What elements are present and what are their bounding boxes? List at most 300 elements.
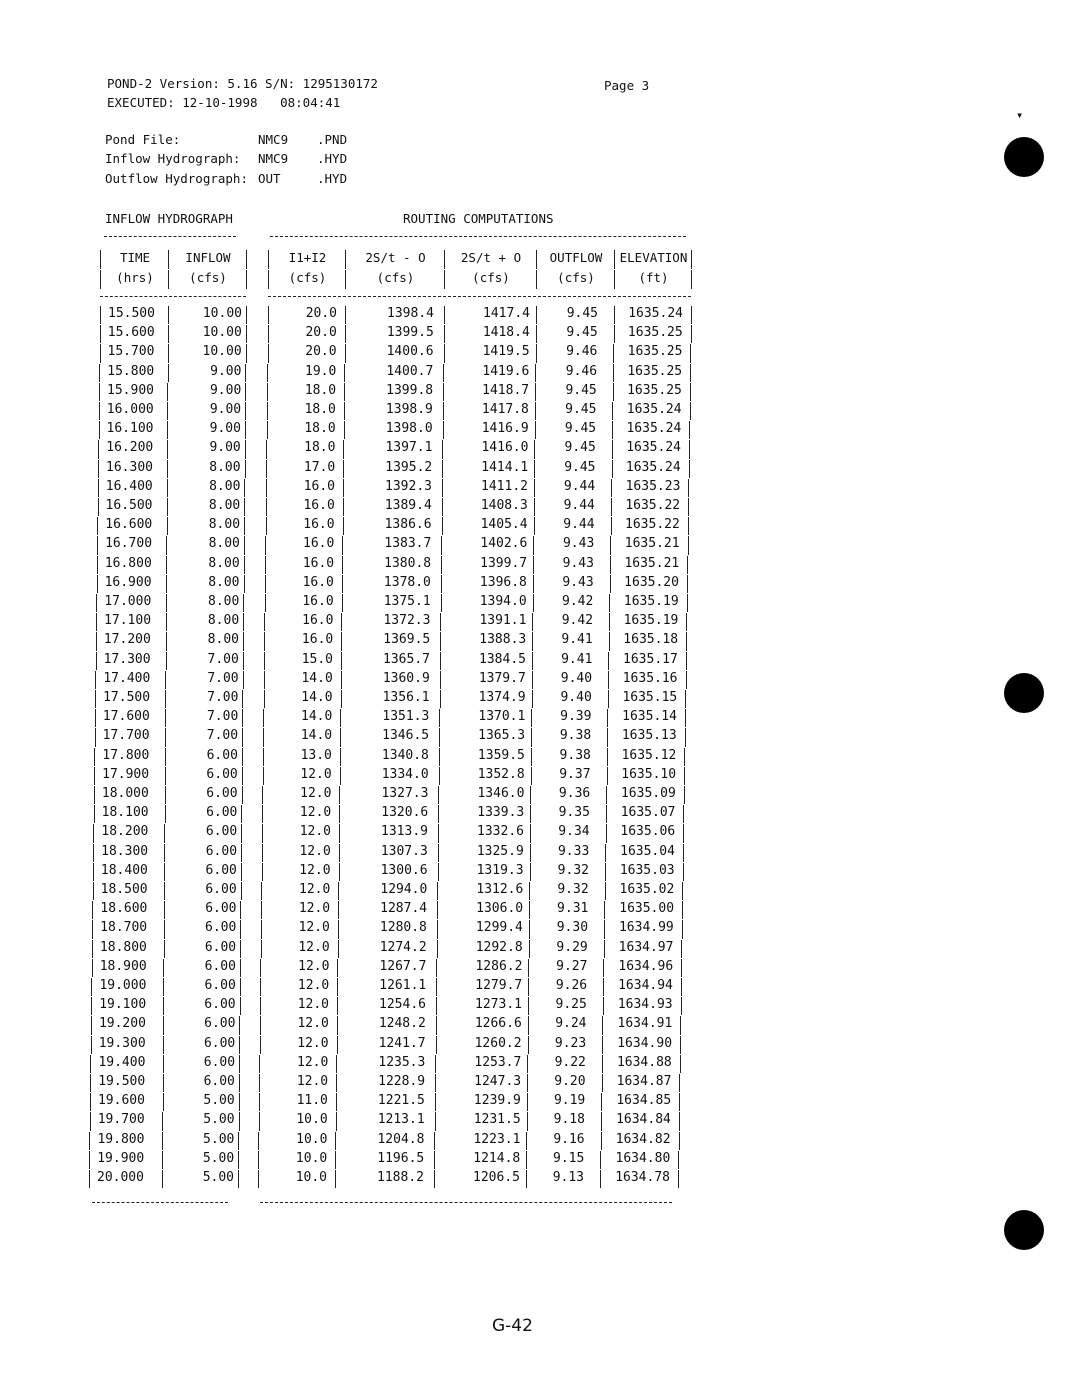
- column-divider-i1i2-right: [345, 270, 346, 289]
- column-divider-outflow-right: [614, 306, 615, 324]
- cell-i1-plus-i2: 18.0: [304, 402, 336, 417]
- column-divider-routing-left: [262, 805, 263, 823]
- cell-elevation: 1634.80: [615, 1150, 671, 1166]
- file-label-inflow: Inflow Hydrograph:: [105, 151, 241, 166]
- column-divider-left-outer: [94, 767, 95, 785]
- cell-elevation: 1635.24: [625, 459, 681, 475]
- column-divider-inflow-right: [245, 383, 246, 401]
- column-divider-inflow-right: [245, 364, 246, 382]
- col-header-outflow-unit: (cfs): [557, 270, 595, 285]
- cell-outflow: 9.42: [561, 613, 594, 629]
- cell-outflow: 9.45: [566, 325, 598, 341]
- cell-2s-minus-o: 1287.4: [380, 901, 428, 917]
- cell-i1-plus-i2: 12.0: [299, 862, 331, 878]
- column-divider-time-inflow: [164, 882, 165, 900]
- cell-elevation: 1635.21: [624, 536, 680, 552]
- cell-time: 15.600: [107, 325, 155, 341]
- cell-outflow: 9.31: [557, 901, 589, 917]
- cell-elevation: 1635.10: [621, 766, 677, 782]
- column-divider-left-outer: [97, 517, 98, 535]
- column-divider-i1i2-right: [342, 594, 343, 612]
- column-divider-outflow-right: [611, 517, 612, 535]
- column-divider-2s-plus-right: [532, 652, 533, 670]
- column-divider-time-inflow: [165, 671, 166, 689]
- column-divider-2s-plus-right: [530, 844, 531, 862]
- cell-2s-plus-o: 1419.6: [482, 363, 530, 379]
- column-divider-routing-left: [267, 364, 268, 382]
- column-divider-2s-minus-right: [443, 383, 444, 401]
- column-divider-outflow-right: [604, 940, 605, 958]
- column-divider-time-inflow: [168, 325, 169, 343]
- column-divider-routing-left: [264, 671, 265, 689]
- cell-inflow: 6.00: [205, 824, 238, 840]
- column-divider-outflow-right: [612, 402, 613, 420]
- column-divider-elevation-right: [686, 671, 687, 689]
- column-divider-elevation-right: [688, 479, 689, 497]
- cell-inflow: 6.00: [204, 997, 236, 1013]
- column-divider-left-outer: [90, 1074, 91, 1092]
- column-divider-left-outer: [94, 786, 95, 804]
- column-divider-2s-minus-right: [436, 1036, 437, 1054]
- column-divider-inflow-right: [242, 709, 243, 727]
- cell-elevation: 1635.23: [625, 478, 681, 494]
- column-divider-left-outer: [93, 844, 94, 862]
- cell-outflow: 9.45: [566, 306, 598, 321]
- column-divider-inflow-right: [239, 1036, 240, 1054]
- cell-outflow: 9.36: [558, 786, 591, 801]
- column-divider-2s-plus-right: [527, 1093, 528, 1111]
- column-divider-elevation-right: [688, 517, 689, 535]
- column-divider-outflow-right: [601, 1132, 602, 1150]
- cell-i1-plus-i2: 10.0: [296, 1112, 328, 1128]
- cell-elevation: 1634.85: [616, 1093, 672, 1109]
- column-divider-outflow-right: [614, 325, 615, 343]
- column-divider-inflow-right: [241, 805, 242, 823]
- cell-inflow: 6.00: [206, 747, 238, 763]
- cell-time: 16.600: [105, 517, 153, 533]
- cell-elevation: 1635.18: [623, 632, 679, 648]
- cell-time: 17.000: [104, 594, 152, 609]
- cell-elevation: 1635.22: [625, 498, 681, 513]
- column-divider-i1i2-right: [337, 1036, 338, 1054]
- column-divider-outflow-right: [611, 498, 612, 516]
- cell-elevation: 1635.07: [620, 805, 676, 821]
- column-divider-left-outer: [99, 364, 100, 382]
- cell-inflow: 7.00: [206, 709, 239, 725]
- column-divider-i1i2-right: [340, 767, 341, 785]
- column-divider-outflow-right: [606, 805, 607, 823]
- column-divider-2s-minus-right: [438, 863, 439, 881]
- column-divider-left-outer: [89, 1151, 90, 1169]
- column-divider-elevation-right: [679, 1093, 680, 1111]
- column-divider-routing-left: [264, 613, 265, 631]
- column-divider-2s-minus-right: [436, 978, 437, 996]
- column-divider-2s-minus-right: [442, 460, 443, 478]
- cell-i1-plus-i2: 19.0: [305, 363, 337, 379]
- cell-2s-minus-o: 1294.0: [380, 882, 428, 897]
- column-divider-2s-plus-right: [532, 671, 533, 689]
- cell-outflow: 9.40: [560, 690, 592, 705]
- column-divider-left-outer: [97, 575, 98, 593]
- cell-elevation: 1634.90: [617, 1035, 673, 1051]
- column-divider-inflow-right: [241, 844, 242, 862]
- cell-2s-minus-o: 1241.7: [378, 1035, 426, 1051]
- column-divider-elevation-right: [680, 1055, 681, 1073]
- cell-inflow: 7.00: [207, 670, 239, 686]
- column-divider-elevation-right: [690, 344, 691, 362]
- column-divider-time-inflow: [164, 940, 165, 958]
- column-divider-inflow-right: [246, 344, 247, 362]
- column-divider-2s-plus-right: [533, 594, 534, 612]
- column-divider-left-outer: [90, 1055, 91, 1073]
- cell-i1-plus-i2: 17.0: [303, 459, 336, 475]
- cell-inflow: 8.00: [208, 555, 240, 571]
- column-divider-routing-left: [262, 824, 263, 842]
- cell-outflow: 9.35: [558, 805, 590, 821]
- column-divider-elevation-right: [685, 728, 686, 746]
- column-divider-2s-plus-right: [532, 613, 533, 631]
- cell-2s-plus-o: 1319.3: [476, 862, 524, 878]
- cell-i1-plus-i2: 16.0: [302, 555, 335, 571]
- column-divider-2s-minus-right: [435, 1093, 436, 1111]
- cell-elevation: 1635.19: [623, 594, 679, 609]
- column-divider-outflow-right: [607, 728, 608, 746]
- cell-elevation: 1634.97: [618, 939, 674, 955]
- cell-i1-plus-i2: 16.0: [303, 498, 335, 513]
- column-divider-2s-plus-right: [530, 805, 531, 823]
- inflow-rule-bottom: [92, 1202, 228, 1203]
- column-divider-routing-left: [260, 1036, 261, 1054]
- cell-elevation: 1635.24: [628, 306, 683, 321]
- column-divider-2s-plus-right: [533, 556, 534, 574]
- cell-elevation: 1635.22: [625, 517, 680, 533]
- column-divider-outflow-right: [613, 364, 614, 382]
- cell-2s-minus-o: 1327.3: [381, 786, 429, 801]
- column-divider-time-inflow: [167, 421, 168, 439]
- column-divider-i1i2-right: [341, 613, 342, 631]
- column-divider-inflow-right: [243, 594, 244, 612]
- cell-2s-minus-o: 1204.8: [377, 1131, 425, 1147]
- cell-2s-minus-o: 1313.9: [381, 824, 428, 840]
- cell-i1-plus-i2: 16.0: [303, 536, 335, 552]
- column-divider-routing-left: [261, 901, 262, 919]
- column-divider-elevation-right: [687, 594, 688, 612]
- cell-2s-minus-o: 1399.8: [386, 382, 434, 398]
- column-divider-i1i2-right: [341, 671, 342, 689]
- column-divider-2s-plus-right: [534, 479, 535, 497]
- cell-inflow: 8.00: [208, 594, 240, 609]
- column-divider-2s-minus-right: [442, 517, 443, 535]
- column-divider-routing-left: [263, 748, 264, 766]
- column-divider-left-outer: [98, 440, 99, 458]
- column-divider-inflow-right: [243, 671, 244, 689]
- column-divider-i1i2-right: [339, 786, 340, 804]
- column-divider-i1i2-right: [335, 1151, 336, 1169]
- column-divider-2s-plus-right: [531, 728, 532, 746]
- column-divider-i1i2-right: [342, 556, 343, 574]
- cell-2s-plus-o: 1414.1: [481, 459, 529, 475]
- column-divider-routing-left: [260, 1016, 261, 1034]
- cell-2s-minus-o: 1360.9: [382, 670, 430, 686]
- cell-inflow: 5.00: [202, 1150, 235, 1166]
- column-divider-routing-left: [266, 498, 267, 516]
- column-divider-routing-left: [259, 1112, 260, 1130]
- column-divider-i1i2-right: [339, 844, 340, 862]
- cell-i1-plus-i2: 12.0: [300, 786, 332, 801]
- cell-outflow: 9.44: [563, 498, 595, 513]
- column-divider-left-outer: [89, 1132, 90, 1150]
- column-divider-2s-plus-right: [534, 460, 535, 478]
- cell-elevation: 1635.13: [621, 728, 677, 744]
- cell-elevation: 1634.82: [615, 1131, 671, 1147]
- column-divider-left-outer: [95, 671, 96, 689]
- column-divider-time-inflow: [167, 383, 168, 401]
- cell-inflow: 10.00: [202, 344, 242, 360]
- column-divider-left-outer: [90, 1093, 91, 1111]
- column-divider-2s-plus-right: [529, 940, 530, 958]
- column-divider-routing-left: [268, 250, 269, 269]
- column-divider-inflow-right: [244, 575, 245, 593]
- cell-time: 18.200: [101, 824, 149, 840]
- cell-elevation: 1634.84: [616, 1112, 671, 1128]
- cell-i1-plus-i2: 10.0: [295, 1170, 327, 1185]
- cell-time: 17.700: [102, 728, 150, 744]
- column-divider-inflow-right: [246, 250, 247, 269]
- cell-2s-plus-o: 1286.2: [475, 958, 523, 974]
- column-divider-left-outer: [100, 306, 101, 324]
- cell-elevation: 1635.24: [626, 440, 681, 456]
- column-divider-left-outer: [94, 805, 95, 823]
- column-divider-routing-left: [265, 594, 266, 612]
- cell-2s-minus-o: 1375.1: [383, 594, 431, 609]
- cell-inflow: 6.00: [203, 1054, 236, 1070]
- file-name-pond: NMC9: [258, 132, 289, 147]
- cell-2s-minus-o: 1383.7: [384, 536, 432, 552]
- column-divider-routing-left: [260, 997, 261, 1015]
- cell-elevation: 1635.25: [627, 344, 683, 360]
- column-divider-2s-plus-right: [528, 1016, 529, 1034]
- cell-outflow: 9.26: [555, 978, 588, 993]
- cell-outflow: 9.45: [565, 402, 597, 417]
- column-divider-outflow-right: [603, 959, 604, 977]
- punch-hole-bottom: [1004, 1210, 1044, 1250]
- cell-inflow: 8.00: [208, 517, 241, 533]
- column-divider-routing-left: [266, 440, 267, 458]
- cell-time: 20.000: [97, 1170, 144, 1185]
- column-divider-time-inflow: [166, 556, 167, 574]
- cell-2s-minus-o: 1399.5: [386, 325, 434, 341]
- column-divider-outflow-right: [610, 575, 611, 593]
- column-divider-2s-plus-right: [533, 536, 534, 554]
- cell-2s-plus-o: 1417.4: [483, 306, 530, 321]
- column-divider-routing-left: [258, 1151, 259, 1169]
- file-label-outflow: Outflow Hydrograph:: [105, 171, 248, 186]
- column-divider-elevation-right: [683, 824, 684, 842]
- cell-time: 16.200: [106, 440, 154, 456]
- column-divider-elevation-right: [678, 1151, 679, 1169]
- column-divider-time-inflow: [164, 824, 165, 842]
- cell-i1-plus-i2: 12.0: [299, 843, 331, 859]
- cell-2s-plus-o: 1260.2: [474, 1035, 522, 1051]
- column-divider-2s-plus-right: [535, 383, 536, 401]
- column-divider-elevation-right: [684, 786, 685, 804]
- cell-inflow: 6.00: [205, 862, 237, 878]
- cell-outflow: 9.24: [555, 1016, 587, 1032]
- cell-2s-plus-o: 1339.3: [477, 805, 525, 821]
- cell-time: 19.800: [97, 1131, 145, 1147]
- col-header-i1-plus-i2-unit: (cfs): [288, 270, 327, 285]
- cell-2s-minus-o: 1334.0: [381, 766, 429, 782]
- column-divider-left-outer: [96, 613, 97, 631]
- column-divider-left-outer: [99, 421, 100, 439]
- column-divider-elevation-right: [687, 575, 688, 593]
- column-divider-left-outer: [89, 1170, 90, 1188]
- column-divider-time-inflow: [168, 306, 169, 324]
- column-divider-i1i2-right: [341, 632, 342, 650]
- cell-elevation: 1635.25: [627, 325, 683, 341]
- column-divider-2s-plus-right: [528, 978, 529, 996]
- column-divider-2s-minus-right: [437, 901, 438, 919]
- column-divider-2s-plus-right: [534, 498, 535, 516]
- col-header-2s-plus-o: 2S/t + O: [460, 250, 522, 265]
- column-divider-i1i2-right: [338, 882, 339, 900]
- file-ext-pond: .PND: [317, 132, 348, 147]
- cell-elevation: 1635.15: [622, 690, 678, 705]
- column-divider-time-inflow: [167, 440, 168, 458]
- column-divider-left-outer: [94, 748, 95, 766]
- column-divider-inflow-right: [244, 556, 245, 574]
- file-ext-inflow: .HYD: [317, 151, 348, 166]
- column-divider-time-inflow: [166, 613, 167, 631]
- column-divider-inflow-right: [240, 978, 241, 996]
- column-divider-time-inflow: [165, 805, 166, 823]
- cell-time: 17.900: [102, 766, 150, 782]
- cell-time: 18.800: [99, 939, 147, 955]
- column-divider-2s-plus-right: [527, 1074, 528, 1092]
- cell-elevation: 1635.02: [619, 882, 675, 897]
- column-divider-2s-plus-right: [526, 1132, 527, 1150]
- column-divider-left-outer: [96, 632, 97, 650]
- column-divider-time-inflow: [163, 959, 164, 977]
- column-divider-time-inflow: [163, 1016, 164, 1034]
- cell-time: 17.400: [103, 670, 151, 686]
- column-divider-routing-left: [266, 517, 267, 535]
- cell-outflow: 9.45: [564, 440, 596, 456]
- cell-elevation: 1634.78: [615, 1170, 670, 1185]
- column-divider-left-outer: [91, 997, 92, 1015]
- column-divider-time-inflow: [168, 344, 169, 362]
- cell-time: 18.100: [101, 805, 149, 821]
- cell-2s-minus-o: 1254.6: [379, 997, 426, 1013]
- column-divider-i1i2-right: [336, 1112, 337, 1130]
- column-divider-left-outer: [100, 250, 101, 269]
- column-divider-outflow-right: [608, 652, 609, 670]
- cell-2s-plus-o: 1388.3: [479, 632, 527, 648]
- column-divider-2s-minus-right: [438, 824, 439, 842]
- cell-2s-minus-o: 1356.1: [382, 690, 430, 705]
- cell-inflow: 8.00: [207, 613, 240, 629]
- column-divider-elevation-right: [685, 709, 686, 727]
- cell-elevation: 1634.99: [618, 920, 674, 936]
- cell-i1-plus-i2: 12.0: [299, 882, 331, 897]
- cell-2s-plus-o: 1239.9: [473, 1093, 521, 1109]
- column-divider-i1i2-right: [345, 250, 346, 269]
- cell-time: 16.900: [104, 574, 152, 590]
- col-header-inflow-unit: (cfs): [189, 270, 227, 285]
- column-divider-time-inflow: [167, 402, 168, 420]
- column-divider-2s-plus-right: [536, 344, 537, 362]
- cell-2s-plus-o: 1417.8: [481, 402, 529, 417]
- column-divider-time-inflow: [168, 270, 169, 289]
- column-divider-inflow-right: [238, 1151, 239, 1169]
- column-divider-i1i2-right: [343, 460, 344, 478]
- column-divider-elevation-right: [689, 440, 690, 458]
- cell-time: 19.500: [98, 1074, 146, 1089]
- cell-outflow: 9.34: [558, 824, 590, 840]
- column-divider-outflow-right: [606, 786, 607, 804]
- column-divider-inflow-right: [245, 421, 246, 439]
- column-divider-2s-minus-right: [434, 1151, 435, 1169]
- cell-2s-plus-o: 1396.8: [479, 574, 527, 590]
- column-divider-i1i2-right: [345, 306, 346, 324]
- column-divider-elevation-right: [681, 997, 682, 1015]
- column-divider-left-outer: [100, 325, 101, 343]
- column-divider-elevation-right: [691, 325, 692, 343]
- cell-inflow: 6.00: [206, 766, 238, 782]
- column-divider-routing-left: [268, 344, 269, 362]
- column-divider-time-inflow: [167, 479, 168, 497]
- cell-outflow: 9.33: [557, 843, 590, 859]
- col-header-time-unit: (hrs): [116, 270, 154, 285]
- column-divider-elevation-right: [691, 270, 692, 289]
- column-divider-2s-plus-right: [531, 748, 532, 766]
- cell-2s-plus-o: 1273.1: [475, 997, 522, 1013]
- cell-time: 18.600: [100, 901, 148, 917]
- cell-time: 18.700: [100, 920, 148, 936]
- column-divider-left-outer: [92, 901, 93, 919]
- column-divider-2s-plus-right: [534, 517, 535, 535]
- column-divider-routing-left: [268, 270, 269, 289]
- column-divider-2s-minus-right: [443, 402, 444, 420]
- column-divider-routing-left: [262, 786, 263, 804]
- cell-inflow: 6.00: [205, 920, 237, 936]
- column-divider-inflow-right: [239, 1074, 240, 1092]
- cell-inflow: 5.00: [203, 1131, 235, 1147]
- column-divider-elevation-right: [681, 959, 682, 977]
- cell-time: 16.800: [104, 555, 152, 571]
- col-header-i1-plus-i2: I1+I2: [288, 250, 327, 265]
- cell-i1-plus-i2: 20.0: [305, 344, 337, 360]
- column-divider-outflow-right: [613, 383, 614, 401]
- column-divider-routing-left: [260, 978, 261, 996]
- column-divider-elevation-right: [690, 364, 691, 382]
- cell-2s-plus-o: 1418.4: [482, 325, 530, 341]
- cell-time: 18.500: [100, 882, 148, 897]
- cell-i1-plus-i2: 18.0: [304, 440, 336, 456]
- column-divider-routing-left: [264, 690, 265, 708]
- cell-2s-minus-o: 1398.0: [385, 421, 433, 437]
- column-divider-2s-minus-right: [440, 632, 441, 650]
- column-divider-i1i2-right: [343, 479, 344, 497]
- column-divider-elevation-right: [685, 690, 686, 708]
- cell-time: 15.800: [107, 363, 155, 379]
- column-divider-time-inflow: [166, 575, 167, 593]
- column-divider-i1i2-right: [339, 805, 340, 823]
- column-divider-elevation-right: [686, 632, 687, 650]
- cell-inflow: 9.00: [210, 363, 242, 379]
- cell-outflow: 9.40: [560, 670, 593, 686]
- column-divider-inflow-right: [243, 652, 244, 670]
